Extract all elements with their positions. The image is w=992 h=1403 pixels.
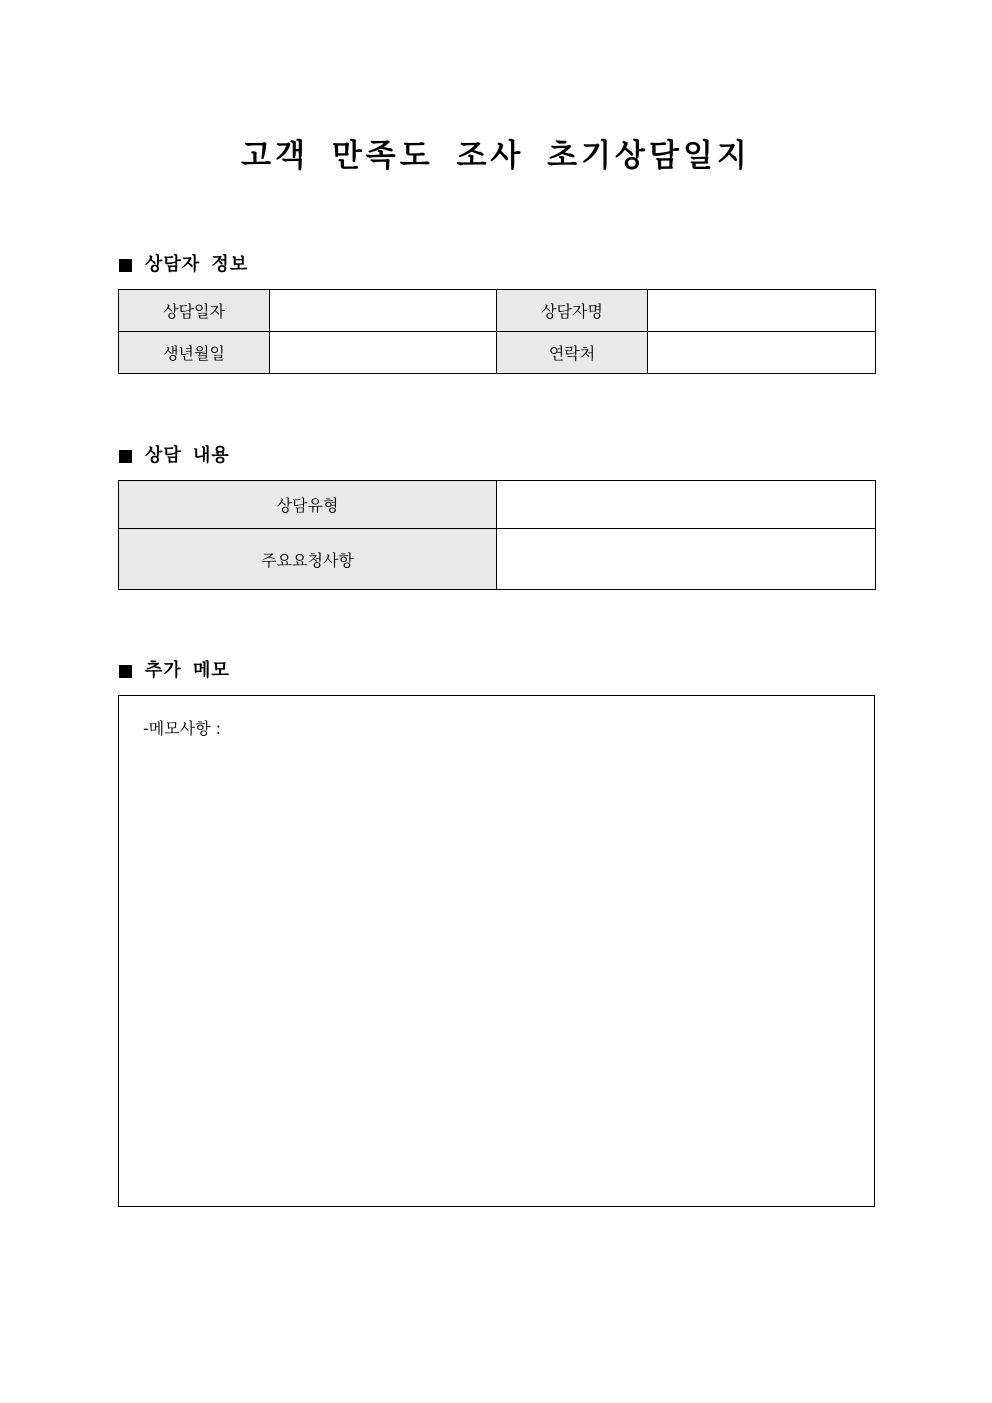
section-heading-memo [119, 659, 230, 683]
square-bullet-icon [119, 450, 132, 463]
main-request-label: 주요요청사항 [119, 529, 497, 590]
birth-date-label: 생년월일 [119, 332, 270, 374]
contact-field[interactable] [648, 332, 876, 374]
section-heading-counselor-info [119, 253, 248, 277]
consult-type-label: 상담유형 [119, 481, 497, 529]
birth-date-field[interactable] [270, 332, 497, 374]
section-heading-label: 상담자 정보 [145, 254, 249, 275]
consult-date-label: 상담일자 [119, 290, 270, 332]
table-row [119, 290, 876, 332]
table-row [119, 481, 876, 529]
contact-label: 연락처 [497, 332, 648, 374]
consult-date-field[interactable] [270, 290, 497, 332]
section-heading-label: 추가 메모 [145, 660, 230, 681]
page-title: 고객 만족도 조사 초기상담일지 [241, 138, 751, 174]
section-heading-consult-content [119, 444, 230, 468]
consult-content-table [118, 480, 876, 590]
table-row [119, 332, 876, 374]
square-bullet-icon [119, 665, 132, 678]
counselor-name-label: 상담자명 [497, 290, 648, 332]
square-bullet-icon [119, 259, 132, 272]
memo-box[interactable] [118, 695, 875, 1207]
table-row [119, 529, 876, 590]
counselor-info-table [118, 289, 876, 374]
counselor-name-field[interactable] [648, 290, 876, 332]
main-request-field[interactable] [497, 529, 876, 590]
section-heading-label: 상담 내용 [145, 445, 230, 466]
memo-label: -메모사항 : [143, 719, 222, 738]
consult-type-field[interactable] [497, 481, 876, 529]
